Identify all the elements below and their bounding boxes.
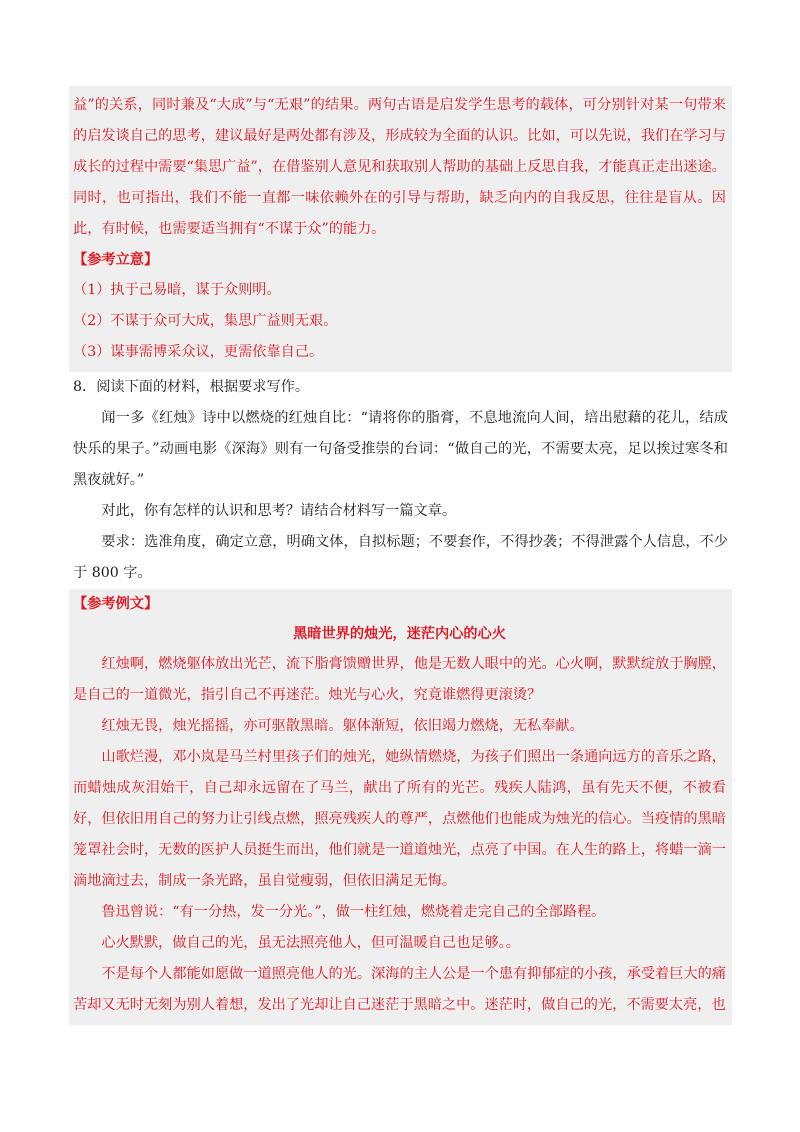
essay-paragraph: 红烛啊，燃烧躯体放出光芒，流下脂膏馈赠世界，他是无数人眼中的光。心火啊，默默绽放于胸膛，是自己的一道微光，指引自己不再迷茫。烛光与心火，究竟谁燃得更滚烫？: [73, 656, 726, 703]
question-material: 闻一多《红烛》诗中以燃烧的红烛自比：“请将你的脂膏，不息地流向人间，培出慰藉的花儿，结成快乐的果子。”动画电影《深海》则有一句备受推崇的台词：“做自己的光，不需要太亮，足以挨过寒冬和黑夜就好。”: [73, 410, 728, 488]
question-task: 对此，你有怎样的认识和思考？请结合材料写一篇文章。: [101, 503, 457, 519]
reference-essay-block: [69, 589, 732, 1025]
answer-analysis-block: [69, 86, 732, 372]
reference-idea-item: （3）谋事需博采众议，更需依靠自己。: [73, 344, 324, 360]
question-requirements: 要求：选准角度，确定立意，明确文体，自拟标题；不要套作，不得抄袭；不得泄露个人信息，不少于 800 字。: [73, 534, 728, 581]
reference-idea-item: （2）不谋于众可大成，集思广益则无艰。: [73, 313, 338, 329]
essay-paragraph: 心火默默，做自己的光，虽无法照亮他人，但可温暖自己也足够。。: [101, 935, 520, 951]
analysis-paragraph: 益”的关系，同时兼及“大成”与“无艰”的结果。两句古语是启发学生思考的载体，可分别针对某一句带来的启发谈自己的思考，建议最好是两处都有涉及，形成较为全面的认识。比如，可以先说，我们在学习与成长的过程中需要“集思广益”，在借鉴别人意见和获取别人帮助的基础上反思自我，才能真正走出迷途。同时，也可指出，我们不能一直都一味依赖外在的引导与帮助，缺乏向内的自我反思，往往是盲从。因此，有时候，也需要适当拥有“不谋于众”的能力。: [73, 97, 726, 237]
essay-title: 黑暗世界的烛光，迷茫内心的心火: [293, 626, 506, 642]
question-block: [69, 372, 732, 589]
reference-essay-heading: 【参考例文】: [73, 596, 159, 612]
reference-idea-item: （1）执于己易暗，谋于众则明。: [73, 282, 281, 298]
reference-ideas-heading: 【参考立意】: [73, 252, 159, 268]
essay-paragraph: 不是每个人都能如愿做一道照亮他人的光。深海的主人公是一个患有抑郁症的小孩，承受着巨大的痛苦却又无时无刻为别人着想，发出了光却让自己迷茫于黑暗之中。迷茫时，做自己的光，不需要太亮，也: [73, 966, 726, 1013]
essay-paragraph: 山歌烂漫，邓小岚是马兰村里孩子们的烛光，她纵情燃烧，为孩子们照出一条通向远方的音乐之路，而蜡烛成灰泪始干，自己却永远留在了马兰，献出了所有的光芒。残疾人陆鸿，虽有先天不便，不被看好，但依旧用自己的努力让引线点燃，照亮残疾人的尊严，点燃他们也能成为烛光的信心。当疫情的黑暗笼罩社会时，无数的医护人员挺生而出，他们就是一道道烛光，点亮了中国。在人生的路上，将蜡一滴一滴地滴过去，制成一条光路，虽自觉瘦弱，但依旧满足无悔。: [73, 749, 726, 889]
question-prompt: 8．阅读下面的材料，根据要求写作。: [73, 379, 310, 395]
page-content: [69, 86, 732, 1025]
essay-paragraph: 鲁迅曾说：“有一分热，发一分光。”，做一柱红烛，燃烧着走完自己的全部路程。: [101, 904, 606, 920]
essay-paragraph: 红烛无畏，烛光摇摇，亦可驱散黑暗。躯体渐短，依旧竭力燃烧，无私奉献。: [101, 718, 584, 734]
